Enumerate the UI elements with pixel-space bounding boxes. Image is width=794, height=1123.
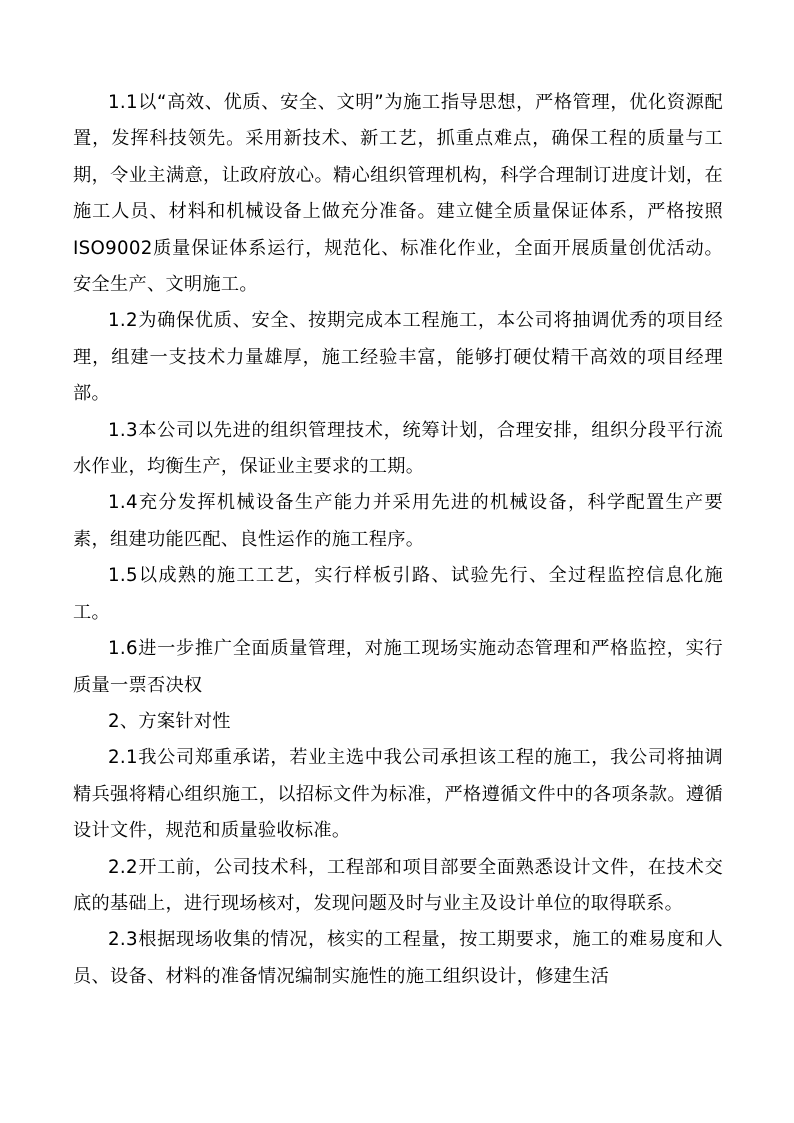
document-body (73, 85, 723, 995)
paragraph-2-3: 2.3根据现场收集的情况，核实的工程量，按工期要求，施工的难易度和人员、设备、材料的准备情况编制实施性的施工组织设计，修建生活 (73, 929, 723, 987)
paragraph-2-2: 2.2开工前，公司技术科，工程部和项目部要全面熟悉设计文件，在技术交底的基础上，进行现场核对，发现问题及时与业主及设计单位的取得联系。 (73, 856, 723, 914)
paragraph-1-1: 1.1以“高效、优质、安全、文明”为施工指导思想，严格管理，优化资源配置，发挥科技领先。采用新技术、新工艺，抓重点难点，确保工程的质量与工期，令业主满意，让政府放心。精心组织管理机构，科学合理制订进度计划，在施工人员、材料和机械设备上做充分准备。建立健全质量保证体系，严格按照ISO9002质量保证体系运行，规范化、标准化作业，全面开展质量创优活动。安全生产、文明施工。 (73, 92, 723, 296)
paragraph-1-2: 1.2为确保优质、安全、按期完成本工程施工，本公司将抽调优秀的项目经理，组建一支技术力量雄厚，施工经验丰富，能够打硬仗精干高效的项目经理部。 (73, 310, 723, 405)
paragraph-1-3: 1.3本公司以先进的组织管理技术，统筹计划，合理安排，组织分段平行流水作业，均衡生产，保证业主要求的工期。 (73, 419, 723, 478)
paragraph-1-5: 1.5以成熟的施工工艺，实行样板引路、试验先行、全过程监控信息化施工。 (73, 565, 723, 623)
section-heading-2: 2、方案针对性 (108, 710, 231, 732)
paragraph-2-1: 2.1我公司郑重承诺，若业主选中我公司承担该工程的施工，我公司将抽调精兵强将精心组织施工，以招标文件为标准，严格遵循文件中的各项条款。遵循设计文件，规范和质量验收标准。 (73, 747, 723, 842)
paragraph-1-6: 1.6进一步推广全面质量管理，对施工现场实施动态管理和严格监控，实行质量一票否决权 (73, 638, 723, 696)
paragraph-1-4: 1.4充分发挥机械设备生产能力并采用先进的机械设备，科学配置生产要素，组建功能匹配、良性运作的施工程序。 (73, 492, 723, 550)
